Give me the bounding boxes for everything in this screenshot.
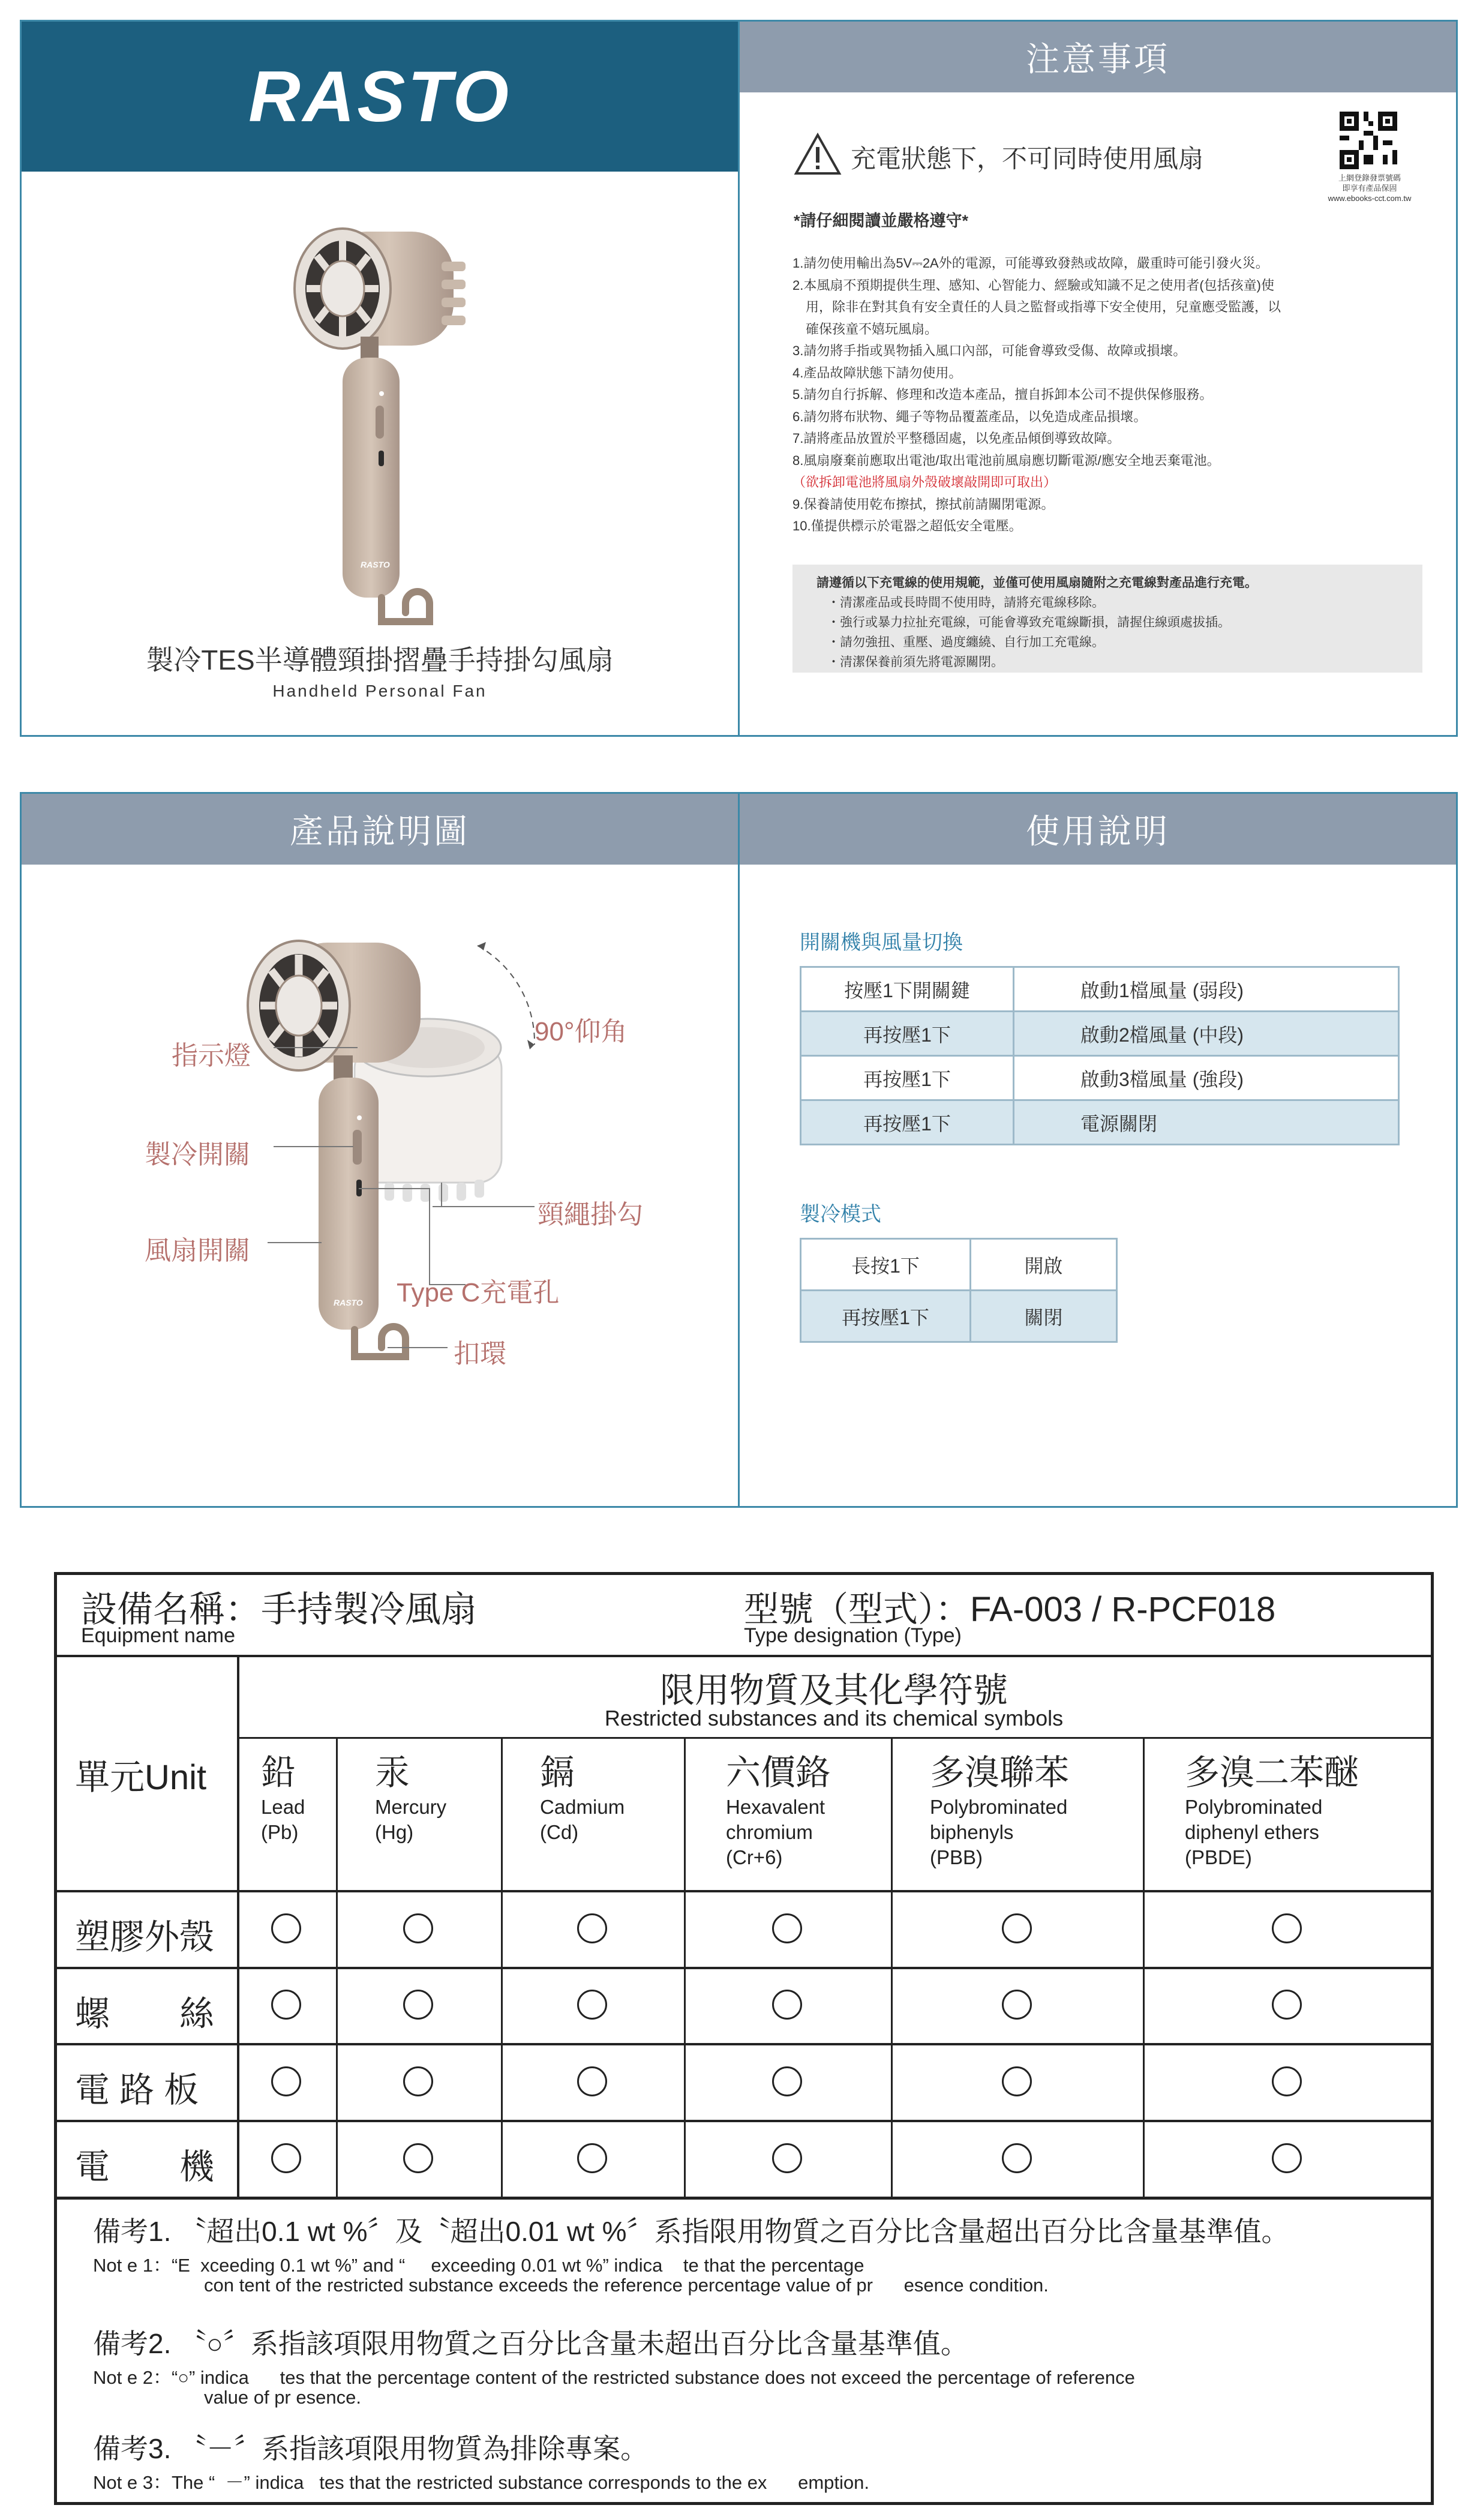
substance-en: (Cd) [540, 1821, 579, 1843]
equip-name-en: Equipment name [81, 1624, 236, 1647]
cool-result: 開啟 [971, 1239, 1117, 1291]
row-divider [57, 2120, 1431, 2122]
brand-logo: RASTO [248, 56, 511, 137]
note1-en: con tent of the restricted substance exceeds the reference percentage value of pr esence condition. [204, 2275, 1049, 2296]
compliance-mark [403, 1913, 433, 1943]
substance-zh: 鉛 [261, 1753, 296, 1792]
substance-zh: 六價鉻 [726, 1753, 831, 1792]
substance-en: chromium [726, 1821, 813, 1843]
col-divider [237, 1655, 239, 2197]
substance-zh: 汞 [375, 1753, 410, 1792]
cool-table [800, 1238, 1118, 1343]
compliance-mark [271, 1990, 301, 2020]
substance-en: Polybrominated [930, 1796, 1068, 1818]
substance-en: (PBB) [930, 1846, 983, 1868]
substance-pbde [1185, 1744, 1359, 1870]
usage-header: 使用說明 [740, 794, 1456, 865]
svg-text:RASTO: RASTO [334, 1298, 363, 1307]
label-cool-switch: 製冷開關 [145, 1140, 250, 1169]
col-divider [1143, 1737, 1145, 2197]
qr-caption [1319, 173, 1421, 203]
cable-heading: 請遵循以下充電線的使用規範，並僅可使用風扇隨附之充電線對產品進行充電。 [816, 576, 1257, 590]
row-divider [57, 1967, 1431, 1969]
product-title: 製冷TES半導體頸掛摺疊手持掛勾風扇 [146, 644, 614, 676]
col-divider [684, 1737, 686, 2197]
compliance-mark [772, 1913, 802, 1943]
substance-pbb [930, 1744, 1069, 1870]
substance-zh: 多溴聯苯 [930, 1753, 1070, 1792]
col-divider [501, 1737, 503, 2197]
power-action: 再按壓1下 [801, 1100, 1014, 1145]
compliance-mark [1002, 2143, 1032, 2173]
warning-icon [794, 133, 842, 176]
power-result: 啟動2檔風量 (中段) [1014, 1012, 1399, 1056]
note3-en: Not e 3：The “ －” indica tes that the restricted substance corresponds to the ex emption. [93, 2472, 870, 2493]
notice-item: 用，除非在對其負有安全責任的人員之監督或指導下安全使用，兒童應受監護，以 [792, 299, 1281, 314]
brand-banner [22, 22, 738, 172]
substance-en: (PBDE) [1185, 1846, 1252, 1868]
label-lanyard: 頸繩掛勾 [538, 1200, 643, 1229]
notice-red-note: （欲拆卸電池將風扇外殼破壞敲開即可取出） [792, 475, 1057, 490]
compliance-mark [577, 1990, 607, 2020]
diagram-header: 產品說明圖 [22, 794, 738, 865]
table-row [801, 1100, 1399, 1145]
substance-en: (Hg) [375, 1821, 414, 1843]
label-buckle: 扣環 [454, 1339, 506, 1369]
cable-item: ・強行或暴力拉扯充電線，可能會導致充電線斷損，請握住線頭處拔插。 [827, 616, 1230, 629]
cool-action: 再按壓1下 [801, 1291, 971, 1342]
table-row [801, 1239, 1117, 1291]
compliance-mark [1002, 2066, 1032, 2096]
row-divider [57, 1655, 1431, 1657]
compliance-mark [1272, 2143, 1302, 2173]
notice-item: 6.請勿將布狀物、繩子等物品覆蓋產品，以免造成產品損壞。 [792, 409, 1147, 424]
note3-zh: 備考3. 〝－〞系指該項限用物質為排除專案。 [93, 2433, 649, 2464]
compliance-mark [772, 2066, 802, 2096]
table-row [801, 1291, 1117, 1342]
col-divider [891, 1737, 893, 2197]
usage-panel [738, 792, 1458, 1508]
substance-en: Polybrominated [1185, 1796, 1323, 1818]
fan-illustration [292, 214, 544, 634]
notice-item: 3.請勿將手指或異物插入風口內部，可能會導致受傷、故障或損壞。 [792, 343, 1187, 358]
substance-en: Mercury [375, 1796, 447, 1818]
compliance-mark [403, 1990, 433, 2020]
notice-list [792, 253, 1422, 538]
compliance-mark [577, 1913, 607, 1943]
compliance-mark [1002, 1913, 1032, 1943]
substance-en: (Pb) [261, 1821, 299, 1843]
qr-caption-3: www.ebooks-cct.com.tw [1328, 194, 1412, 203]
power-title: 開關機與風量切換 [800, 931, 963, 954]
compliance-mark [772, 2143, 802, 2173]
qr-caption-2: 即享有產品保固 [1342, 184, 1397, 193]
notice-item: 9.保養請使用乾布擦拭，擦拭前請關閉電源。 [792, 496, 1055, 512]
power-action: 再按壓1下 [801, 1012, 1014, 1056]
notice-item: 5.請勿自行拆解、修理和改造本產品，擅自拆卸本公司不提供保修服務。 [792, 387, 1213, 402]
compliance-mark [1272, 2066, 1302, 2096]
unit-row-label: 電 機 [75, 2147, 215, 2186]
row-divider [57, 2043, 1431, 2045]
note2-en: Not e 2：“○” indica tes that the percentage content of the restricted substance does not exceed the percentage of reference [93, 2367, 1135, 2388]
notice-header: 注意事項 [740, 22, 1456, 92]
notice-panel [738, 20, 1458, 737]
label-tilt: 90°仰角 [535, 1017, 628, 1046]
qr-code-icon [1340, 112, 1397, 169]
unit-label: 單元Unit [75, 1758, 207, 1797]
notice-item: 10.僅提供標示於電器之超低安全電壓。 [792, 518, 1022, 533]
restricted-title: 限用物質及其化學符號 [659, 1671, 1008, 1710]
type-designation: 型號（型式）：FA-003 / R-PCF018 [744, 1590, 1276, 1629]
notice-item: 4.產品故障狀態下請勿使用。 [792, 365, 962, 380]
type-designation-en: Type designation (Type) [744, 1624, 962, 1647]
compliance-mark [403, 2143, 433, 2173]
compliance-mark [403, 2066, 433, 2096]
substance-en: Cadmium [540, 1796, 625, 1818]
table-row [801, 967, 1399, 1012]
substance-lead [261, 1744, 305, 1845]
substance-en: Hexavalent [726, 1796, 825, 1818]
note1-en: Not e 1：“E xceeding 0.1 wt %” and “ exceeding 0.01 wt %” indica te that the percentage [93, 2255, 864, 2276]
equip-name: 設備名稱：手持製冷風扇 [81, 1589, 477, 1630]
col-divider [336, 1737, 338, 2197]
cover-panel [20, 20, 740, 737]
unit-row-label: 螺 絲 [75, 1994, 215, 2033]
rohs-table [54, 1572, 1434, 2505]
power-result: 啟動3檔風量 (強段) [1014, 1056, 1399, 1100]
row-divider [57, 2197, 1431, 2200]
compliance-mark [577, 2066, 607, 2096]
cable-item: ・請勿強扭、重壓、過度纏繞、自行加工充電線。 [827, 635, 1104, 649]
compliance-mark [271, 2066, 301, 2096]
compliance-mark [772, 1990, 802, 2020]
substance-chromium [726, 1744, 830, 1870]
substance-zh: 鎘 [540, 1753, 575, 1792]
compliance-mark [1272, 1990, 1302, 2020]
compliance-mark [1272, 1913, 1302, 1943]
fan-logo: RASTO [361, 560, 390, 569]
cable-box [792, 565, 1422, 673]
label-fan-switch: 風扇開關 [145, 1236, 250, 1265]
label-indicator: 指示燈 [172, 1041, 251, 1070]
compliance-mark [271, 2143, 301, 2173]
power-action: 再按壓1下 [801, 1056, 1014, 1100]
cool-result: 關閉 [971, 1291, 1117, 1342]
cool-action: 長按1下 [801, 1239, 971, 1291]
substance-en: Lead [261, 1796, 305, 1818]
compliance-mark [1002, 1990, 1032, 2020]
note2-zh: 備考2. 〝○〞系指該項限用物質之百分比含量未超出百分比含量基準值。 [93, 2328, 968, 2359]
row-divider [57, 1890, 1431, 1892]
restricted-title-en: Restricted substances and its chemical symbols [604, 1706, 1064, 1730]
notice-item: 2.本風扇不預期提供生理、感知、心智能力、經驗或知識不足之使用者(包括孩童)使 [792, 277, 1275, 293]
compliance-mark [271, 1913, 301, 1943]
notice-item: 1.請勿使用輸出為5V⎓2A外的電源，可能導致發熱或故障，嚴重時可能引發火災。 [792, 256, 1269, 271]
warning-text: 充電狀態下，不可同時使用風扇 [851, 145, 1204, 173]
cable-item: ・清潔產品或長時間不使用時，請將充電線移除。 [827, 596, 1104, 610]
substance-mercury [375, 1744, 446, 1845]
read-carefully: *請仔細閱讀並嚴格遵守* [794, 212, 969, 230]
table-row [801, 1056, 1399, 1100]
row-divider [237, 1737, 1431, 1739]
power-result: 啟動1檔風量 (弱段) [1014, 967, 1399, 1012]
compliance-mark [577, 2143, 607, 2173]
label-typec: Type C充電孔 [397, 1278, 560, 1307]
notice-item: 確保孩童不嬉玩風扇。 [792, 321, 938, 337]
notice-item: 8.風扇廢棄前應取出電池/取出電池前風扇應切斷電源/應安全地丟棄電池。 [792, 452, 1220, 468]
substance-en: biphenyls [930, 1821, 1014, 1843]
qr-caption-1: 上網登錄發票號碼 [1338, 173, 1401, 182]
substance-en: diphenyl ethers [1185, 1821, 1319, 1843]
substance-cadmium [540, 1744, 625, 1845]
cable-item: ・清潔保養前須先將電源關閉。 [827, 655, 1004, 669]
power-action: 按壓1下開關鍵 [801, 967, 1014, 1012]
cool-title: 製冷模式 [800, 1203, 881, 1226]
unit-row-label: 塑膠外殼 [75, 1918, 215, 1957]
note1-zh: 備考1. 〝超出0.1 wt %〞及〝超出0.01 wt %〞系指限用物質之百分比含量超出百分比含量基準值。 [93, 2216, 1289, 2247]
product-subtitle: Handheld Personal Fan [272, 682, 487, 700]
unit-row-label: 電 路 板 [75, 2071, 199, 2110]
substance-en: (Cr+6) [726, 1846, 783, 1868]
note2-en: value of pr esence. [204, 2387, 361, 2408]
substance-zh: 多溴二苯醚 [1185, 1753, 1359, 1792]
notice-item: 7.請將產品放置於平整穩固處，以免產品傾倒導致故障。 [792, 431, 1121, 446]
table-row [801, 1012, 1399, 1056]
power-table [800, 966, 1400, 1145]
fan-diagram [22, 865, 738, 1507]
diagram-panel [20, 792, 740, 1508]
power-result: 電源關閉 [1014, 1100, 1399, 1145]
